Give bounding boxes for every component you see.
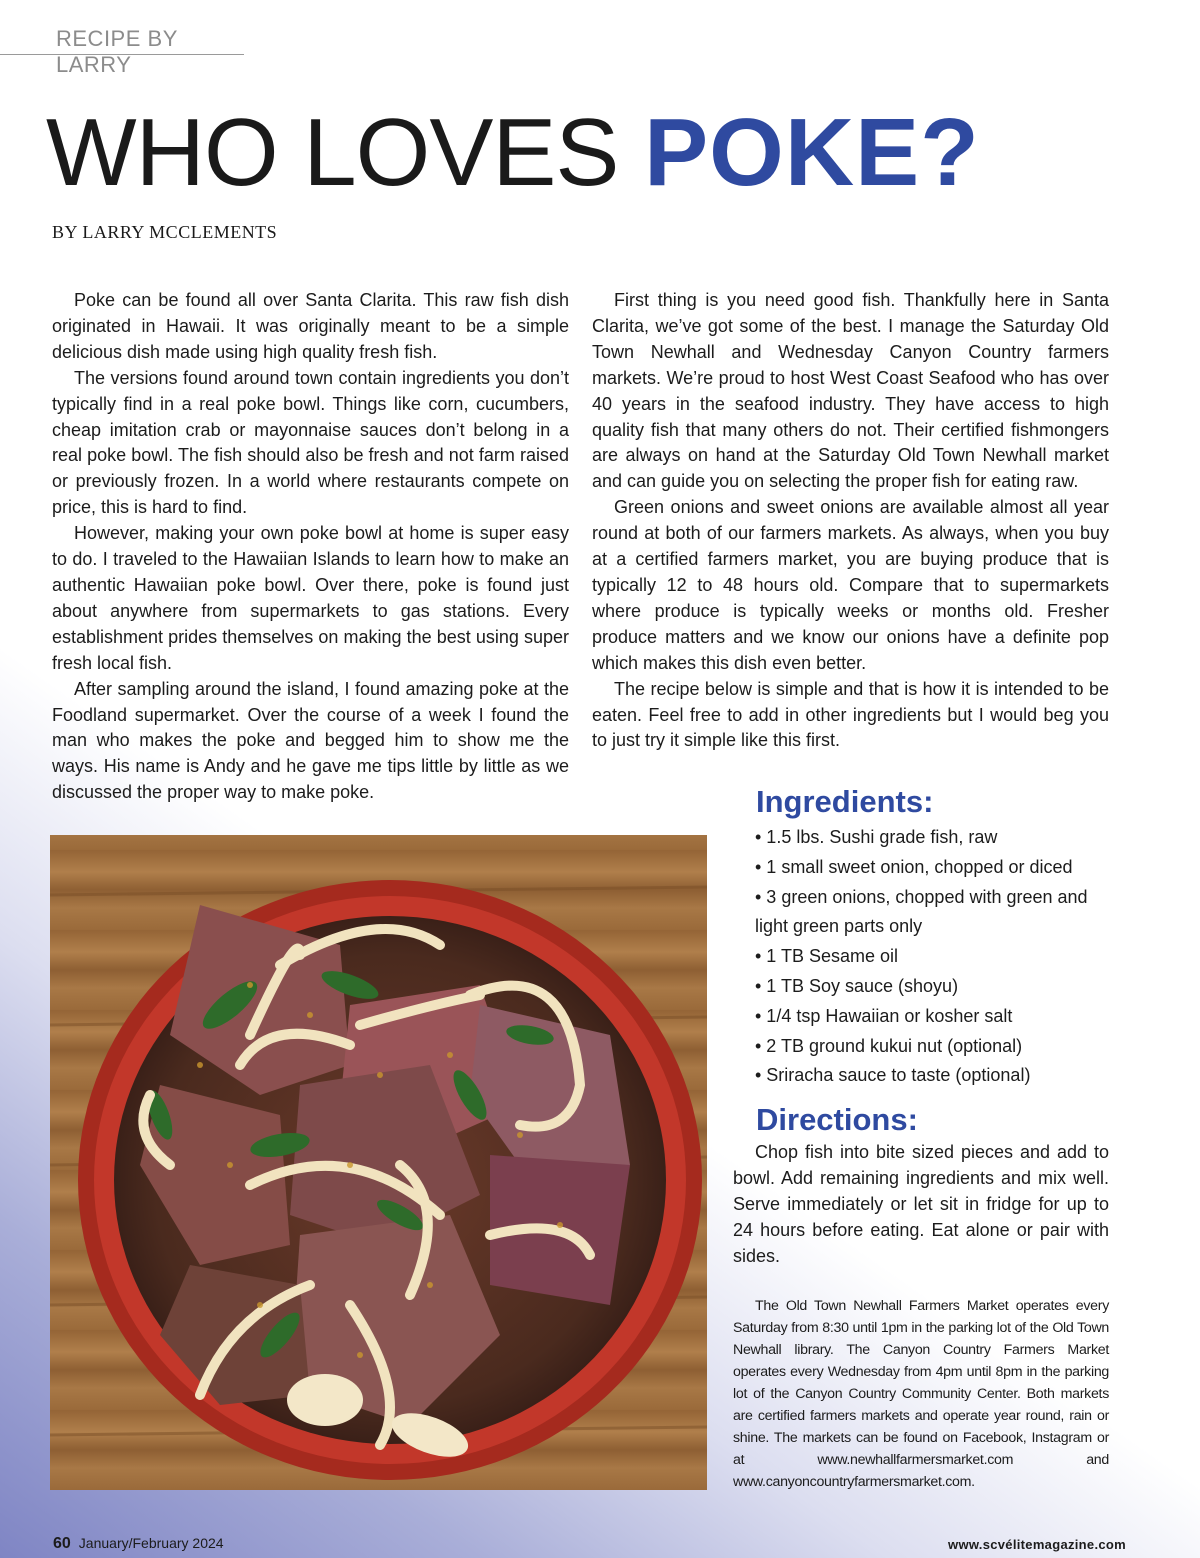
list-item: • 1 small sweet onion, chopped or diced: [755, 856, 1073, 877]
list-item: • 1 TB Soy sauce (shoyu): [755, 975, 959, 996]
footer-website: www.scvélitemagazine.com: [948, 1537, 1126, 1552]
list-item: • 1/4 tsp Hawaiian or kosher salt: [755, 1005, 1013, 1026]
section-tag-label: RECIPE BY LARRY: [56, 26, 178, 77]
page-title: [46, 98, 980, 208]
ingredients-list: [755, 823, 1115, 1091]
list-item: • 2 TB ground kukui nut (optional): [755, 1035, 1023, 1056]
paragraph: The versions found around town contain ingredients you don’t typically find in a real poke bowl. Things like corn, cucumbers, cheap imitation crab or mayonnaise sauces don’t belong in a real poke bowl. The fish should also be fresh and not farm raised or previously frozen. In a world where restaurants compete on price, this is hard to find.: [52, 367, 569, 518]
ingredients-heading: Ingredients:: [756, 784, 934, 819]
issue-date: January/February 2024: [78, 1535, 224, 1551]
poke-bowl-photo: [50, 835, 707, 1490]
section-tag: [0, 24, 244, 77]
market-info-note: The Old Town Newhall Farmers Market operates every Saturday from 8:30 until 1pm in the parking lot of the Old Town Newhall library. The Canyon Country Farmers Market operates every Wednesday from 4pm until 8pm in the parking lot of the Canyon Country Community Center. Both markets are certified farmers markets and operate year round, rain or shine. The markets can be found on Facebook, Instagram or at www.newhallfarmersmarket.com and www.canyoncountryfarmersmarket.com.: [733, 1298, 1109, 1490]
byline: BY LARRY MCCLEMENTS: [52, 222, 278, 242]
list-item: • 3 green onions, chopped with green and light green parts only: [755, 886, 1088, 937]
paragraph: The recipe below is simple and that is how it is intended to be eaten. Feel free to add in other ingredients but I would beg you to just try it simple like this first.: [592, 678, 1109, 751]
directions-text: Chop fish into bite sized pieces and add to bowl. Add remaining ingredients and mix well. Serve immediately or let sit in fridge for up to 24 hours before eating. Eat alone or pair with sides.: [733, 1142, 1109, 1266]
list-item: • 1.5 lbs. Sushi grade fish, raw: [755, 827, 998, 847]
title-part-2: POKE?: [644, 99, 980, 206]
article-column-right: [592, 288, 1109, 754]
paragraph: However, making your own poke bowl at home is super easy to do. I traveled to the Hawaiian Islands to learn how to make an authentic Hawaiian poke bowl. Over there, poke is found just about anywhere from supermarkets to gas stations. Every establishment prides themselves on making the best using super fresh local fish.: [52, 523, 569, 673]
paragraph: After sampling around the island, I found amazing poke at the Foodland supermarket. Over the course of a week I found the man who makes the poke and begged him to show me the ways. His name is Andy and he gave me tips little by little as we discussed the proper way to make poke.: [52, 678, 569, 803]
paragraph: First thing is you need good fish. Thankfully here in Santa Clarita, we’ve got some of the best. I manage the Saturday Old Town Newhall and Wednesday Canyon Country farmers markets. We’re proud to host West Coast Seafood who has over 40 years in the seafood industry. They have access to high quality fish that many others do not. Their certified fishmongers are always on hand at the Saturday Old Town Newhall market and can guide you on selecting the proper fish for eating raw.: [592, 290, 1109, 492]
article-column-left: [52, 288, 569, 806]
paragraph: Green onions and sweet onions are available almost all year round at both of our farmers markets. As always, when you buy at a certified farmers market, you are buying produce that is typically 12 to 48 hours old. Compare that to supermarkets where produce is typically weeks or months old. Fresher produce matters and we know our onions have a definite pop which makes this dish even better.: [592, 497, 1109, 673]
page-number: 60: [53, 1535, 71, 1552]
directions-heading: Directions:: [756, 1102, 918, 1137]
title-part-1: WHO LOVES: [46, 99, 645, 206]
footer-issue: [53, 1535, 224, 1553]
list-item: • Sriracha sauce to taste (optional): [755, 1065, 1031, 1086]
paragraph: Poke can be found all over Santa Clarita. This raw fish dish originated in Hawaii. It was originally meant to be a simple delicious dish made using high quality fresh fish.: [52, 290, 569, 362]
list-item: • 1 TB Sesame oil: [755, 946, 899, 967]
